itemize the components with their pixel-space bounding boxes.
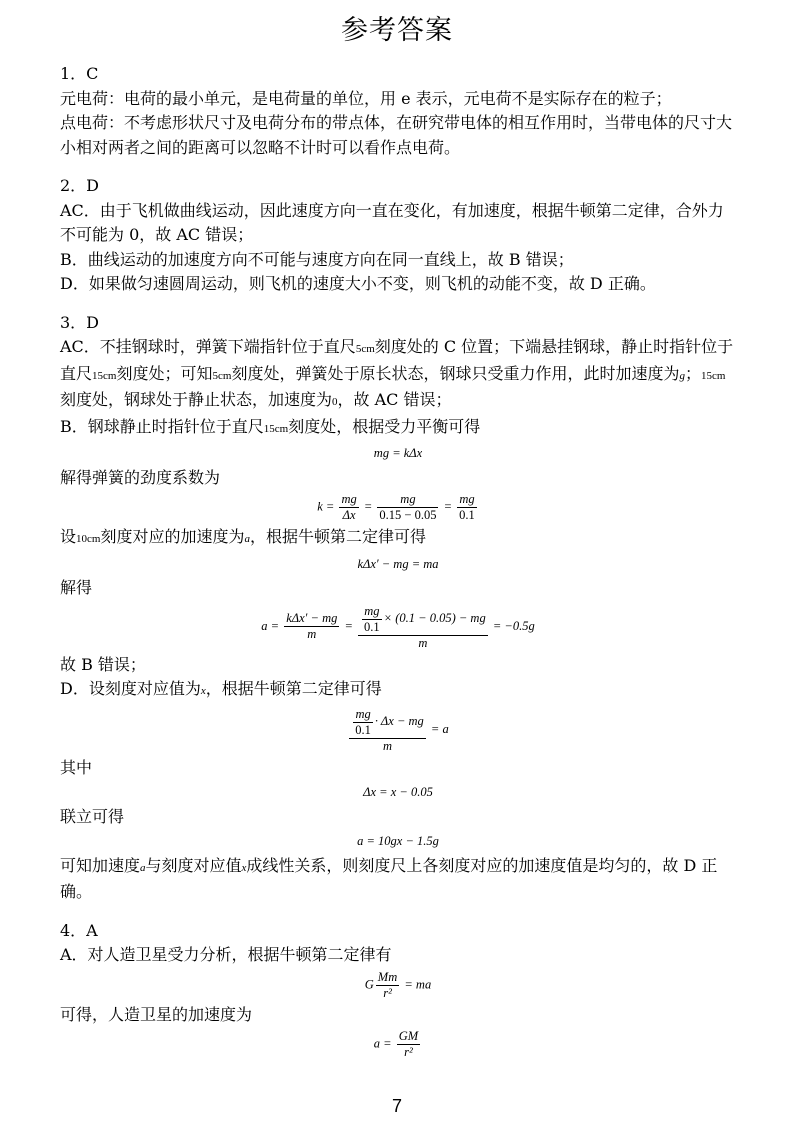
equation-stiffness xyxy=(60,492,736,523)
fraction xyxy=(339,492,358,523)
fraction-denominator: 0.1 xyxy=(364,619,380,634)
fraction xyxy=(349,706,426,754)
fraction-numerator xyxy=(358,603,488,636)
q3-text: 成线性关系，则刻度尺上各刻度对应的加速度值是均匀的，故 D 正确。 xyxy=(60,855,718,901)
fraction-numerator: mg xyxy=(362,603,382,620)
q2-explanation-2: B．曲线运动的加速度方向不可能与速度方向在同一直线上，故 B 错误； xyxy=(60,249,574,269)
fraction-denominator: 0.1 xyxy=(355,722,371,737)
q3-symbol-x: x xyxy=(200,685,206,697)
fraction-denominator: Δx xyxy=(342,508,356,522)
equation-satellite-acceleration xyxy=(60,1029,736,1060)
q3-value-15cm: 15cm xyxy=(92,369,117,382)
page-number: 7 xyxy=(391,1096,402,1116)
eq-sign: = xyxy=(344,618,353,633)
equation-newton-x xyxy=(60,706,736,754)
q3-value-zero: 0 xyxy=(332,396,338,408)
q3-explanation-d xyxy=(60,677,736,704)
fraction-numerator: mg xyxy=(353,706,373,723)
fraction-numerator xyxy=(349,706,426,739)
q3-text: AC．不挂钢球时，弹簧下端指针位于直尺 xyxy=(60,337,356,356)
equation-newton-10cm: kΔx′ − mg = ma xyxy=(357,556,439,571)
q3-text: 设 xyxy=(60,527,77,546)
q3-text: 刻度处；可知 xyxy=(116,363,213,383)
q3-text: ，根据牛顿第二定律可得 xyxy=(205,679,382,698)
eq-lhs: a = xyxy=(261,618,280,633)
q3-text: ，故 AC 错误； xyxy=(337,390,452,409)
eq-sign: = xyxy=(363,499,373,514)
q3-value-10cm: 10cm xyxy=(76,533,101,545)
q2-explanation-3: D．如果做匀速圆周运动，则飞机的速度大小不变，则飞机的动能不变，故 D 正确。 xyxy=(60,274,656,293)
q3-text: ； xyxy=(684,363,701,383)
q3-text-b-wrong: 故 B 错误； xyxy=(60,654,146,674)
eq-sign: = xyxy=(443,499,453,514)
q3-text-where: 其中 xyxy=(60,757,93,777)
fraction-numerator: mg xyxy=(457,492,477,508)
fraction xyxy=(377,492,438,523)
fraction-numerator: kΔx′ − mg xyxy=(286,611,338,625)
fraction xyxy=(397,1029,420,1060)
q3-conclusion xyxy=(60,854,736,905)
eq-result: = ma xyxy=(404,976,432,991)
fraction-denominator: m xyxy=(383,738,393,753)
fraction xyxy=(457,492,477,523)
q3-text: 刻度对应的加速度为 xyxy=(100,527,245,546)
fraction-denominator: m xyxy=(307,627,317,641)
q3-text: 刻度处的 C 位置；下端悬挂钢球，静止时指针位于直尺 xyxy=(60,337,734,383)
equation-linear-result: a = 10gx − 1.5g xyxy=(357,834,439,848)
q3-value-5cm: 5cm xyxy=(212,369,232,382)
fraction xyxy=(358,603,488,651)
fraction xyxy=(362,603,382,635)
q3-text: 刻度处，钢球处于静止状态，加速度为 xyxy=(60,390,333,409)
eq-term: × (0.1 − 0.05) − mg xyxy=(383,610,486,625)
fraction-numerator: mg xyxy=(341,492,357,506)
fraction-denominator: r² xyxy=(404,1045,413,1059)
eq-lhs: a = xyxy=(373,1036,392,1051)
eq-result: = a xyxy=(430,721,449,736)
q3-text-combine: 联立可得 xyxy=(60,806,125,826)
page-title: 参考答案 xyxy=(341,15,453,46)
q3-text: 与刻度对应值 xyxy=(145,855,242,875)
q3-value-5cm: 5cm xyxy=(355,343,375,355)
q3-text-stiffness: 解得弹簧的劲度系数为 xyxy=(60,467,221,487)
q3-explanation-ac xyxy=(60,335,736,415)
fraction xyxy=(353,706,373,738)
q3-symbol-a: a xyxy=(140,861,146,874)
q3-answer: 3．D xyxy=(60,312,100,332)
eq-lhs: k = xyxy=(317,499,335,514)
eq-term: · Δx − mg xyxy=(374,713,424,728)
answer-content xyxy=(60,62,736,1062)
q3-symbol-a: a xyxy=(244,533,250,545)
q3-value-15cm: 15cm xyxy=(700,369,726,382)
q3-text: 刻度处，弹簧处于原长状态，钢球只受重力作用，此时加速度为 xyxy=(231,363,680,383)
fraction-denominator: r² xyxy=(383,985,392,1000)
q3-text: ，根据牛顿第二定律可得 xyxy=(249,527,426,546)
q3-symbol-g: g xyxy=(679,369,685,382)
q3-symbol-x: x xyxy=(241,861,247,874)
eq-symbol: G xyxy=(364,976,374,991)
q4-explanation-2: 可得，人造卫星的加速度为 xyxy=(60,1004,253,1024)
equation-delta-x: Δx = x − 0.05 xyxy=(363,785,433,799)
q2-explanation-1: AC．由于飞机做曲线运动，因此速度方向一直在变化，有加速度，根据牛顿第二定律，合外力不可能为 0，故 AC 错误； xyxy=(60,200,724,244)
q3-explanation-b xyxy=(60,415,736,442)
fraction-numerator: Mm xyxy=(377,969,398,984)
fraction xyxy=(376,970,399,1001)
equation-acceleration-10cm xyxy=(60,603,736,651)
equation-gravitation xyxy=(60,970,736,1001)
q1-explanation-2: 点电荷：不考虑形状尺寸及电荷分布的带点体，在研究带电体的相互作用时，当带电体的尺寸大小相对两者之间的距离可以忽略不计时可以看作点电荷。 xyxy=(60,113,733,157)
q3-text: B．钢球静止时指针位于直尺 xyxy=(60,416,264,436)
fraction xyxy=(284,611,339,642)
q3-text-10cm xyxy=(60,525,736,552)
q3-text-solve: 解得 xyxy=(60,578,93,597)
fraction-numerator: GM xyxy=(398,1029,419,1043)
fraction-denominator: 0.15 − 0.05 xyxy=(379,508,437,522)
q3-text: 刻度处，根据受力平衡可得 xyxy=(288,416,481,436)
eq-result: = −0.5g xyxy=(492,618,535,633)
q1-answer: 1．C xyxy=(60,64,99,83)
q4-answer: 4．A xyxy=(60,920,98,940)
fraction-denominator: 0.1 xyxy=(459,508,475,522)
q3-value-15cm: 15cm xyxy=(263,422,289,435)
equation-force-balance: mg = kΔx xyxy=(373,446,423,460)
q2-answer: 2．D xyxy=(60,176,100,195)
q1-explanation-1: 元电荷：电荷的最小单元，是电荷量的单位，用 e 表示，元电荷不是实际存在的粒子； xyxy=(60,88,672,108)
fraction-denominator: m xyxy=(418,635,428,650)
q3-text: 可知加速度 xyxy=(60,855,141,875)
q3-text: D．设刻度对应值为 xyxy=(60,679,201,698)
q4-explanation-1: A．对人造卫星受力分析，根据牛顿第二定律有 xyxy=(60,945,392,964)
fraction-numerator: mg xyxy=(377,492,438,508)
